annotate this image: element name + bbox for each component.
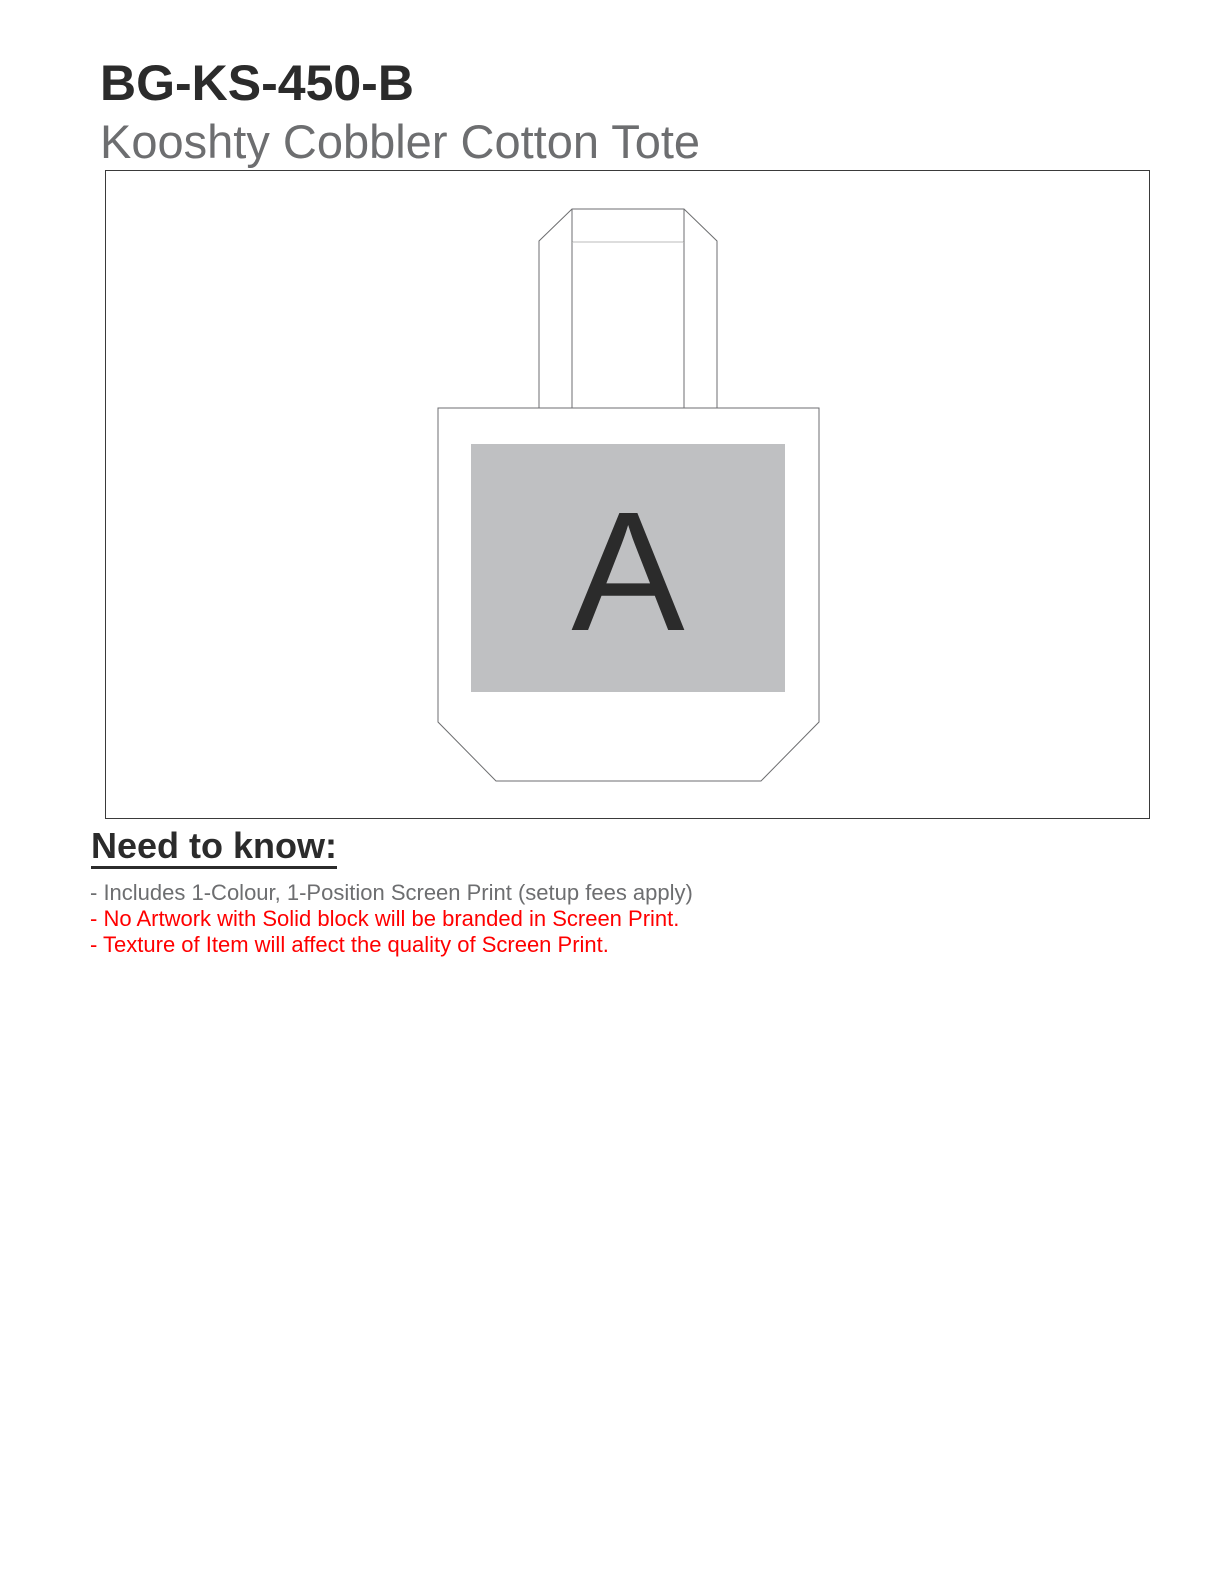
note-item: - Texture of Item will affect the quality of Screen Print. (90, 932, 609, 957)
tote-bag-drawing (106, 171, 1151, 820)
tote-handle (539, 209, 717, 409)
product-drawing-frame (105, 170, 1150, 819)
note-item: - No Artwork with Solid block will be branded in Screen Print. (90, 906, 680, 931)
note-item: - Includes 1-Colour, 1-Position Screen Print (setup fees apply) (90, 880, 693, 905)
print-area-label: A (571, 477, 685, 667)
notes-list (90, 880, 693, 958)
need-to-know-heading: Need to know: (91, 828, 337, 869)
product-name: Kooshty Cobbler Cotton Tote (100, 115, 701, 168)
product-code: BG-KS-450-B (100, 55, 414, 111)
